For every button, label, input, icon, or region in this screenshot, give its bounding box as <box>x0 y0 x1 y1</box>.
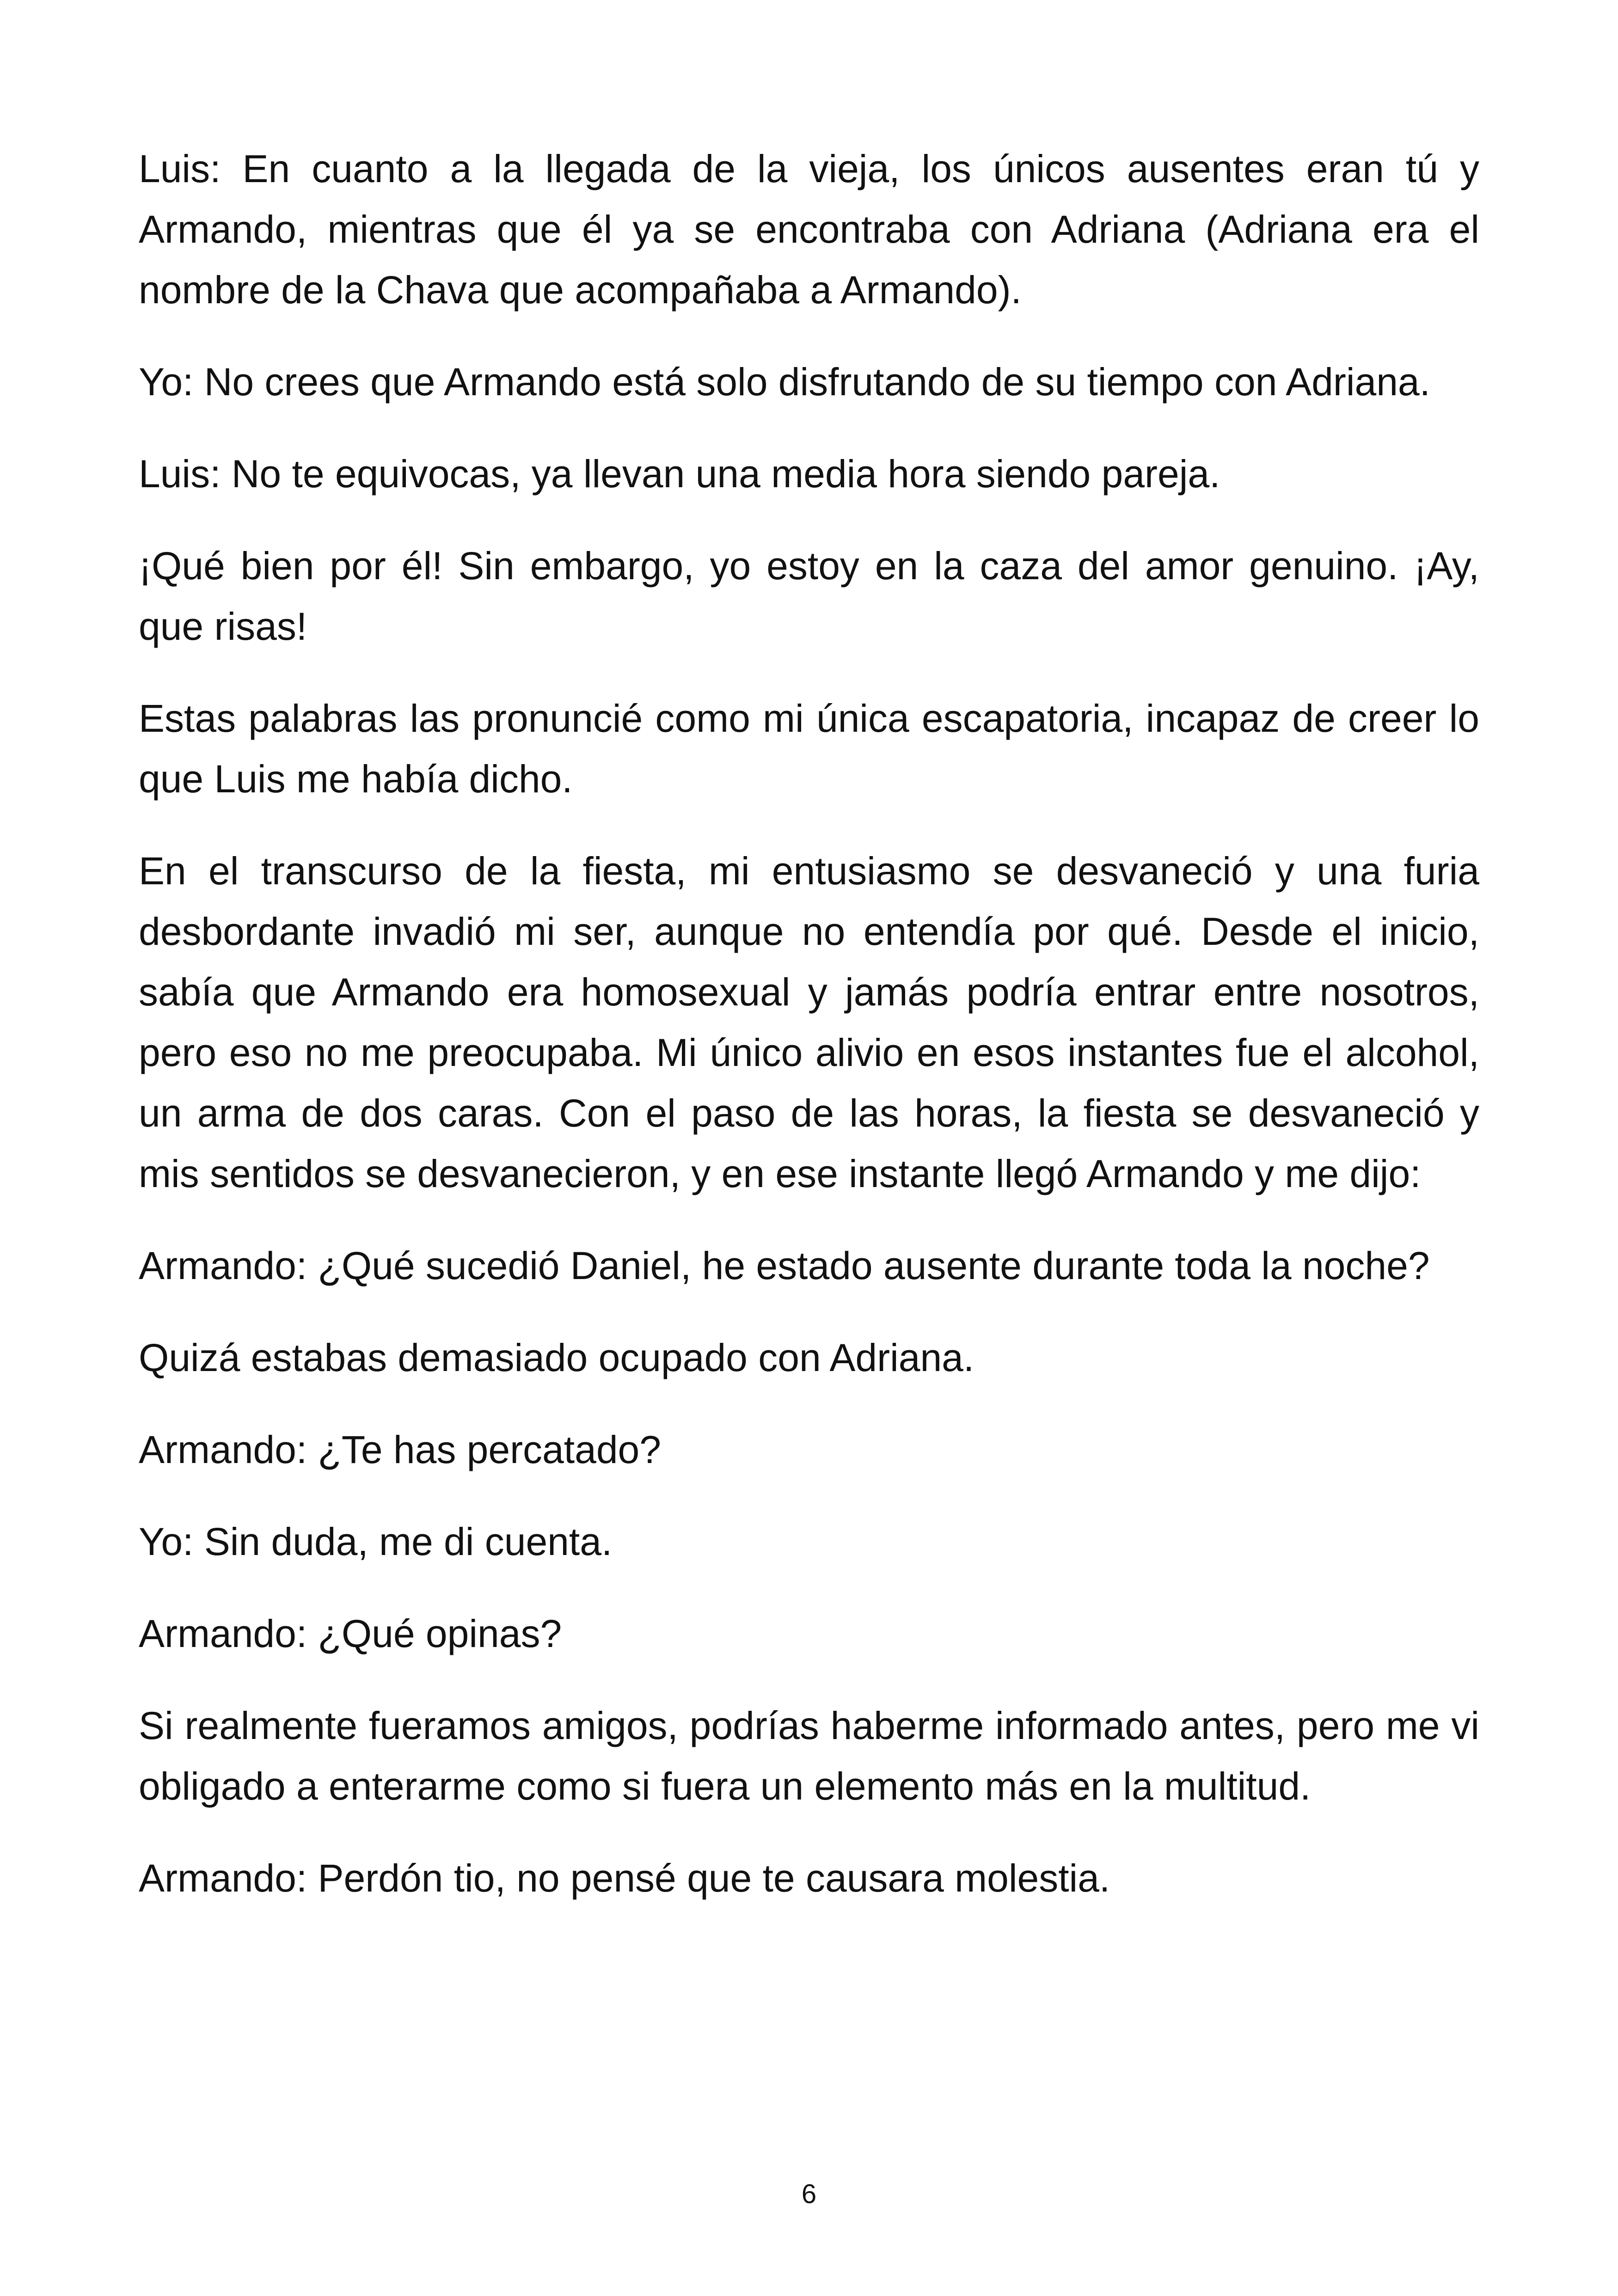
paragraph: Armando: ¿Te has percatado? <box>139 1428 661 1471</box>
paragraph: Yo: Sin duda, me di cuenta. <box>139 1520 613 1563</box>
paragraph: Yo: No crees que Armando está solo disfrutando de su tiempo con Adriana. <box>139 360 1430 404</box>
paragraph: Luis: No te equivocas, ya llevan una media hora siendo pareja. <box>139 452 1220 496</box>
paragraph: Quizá estabas demasiado ocupado con Adriana. <box>139 1336 974 1379</box>
paragraph: Luis: En cuanto a la llegada de la vieja, los únicos ausentes eran tú y Armando, mientras que él ya se encontraba con Adriana (Adriana era el nombre de la Chava que acompañaba a Armando). <box>139 147 1479 312</box>
paragraph: ¡Qué bien por él! Sin embargo, yo estoy en la caza del amor genuino. ¡Ay, que risas! <box>139 544 1479 648</box>
paragraph: Si realmente fueramos amigos, podrías haberme informado antes, pero me vi obligado a enterarme como si fuera un elemento más en la multitud. <box>139 1704 1479 1808</box>
paragraph: Armando: ¿Qué opinas? <box>139 1612 562 1655</box>
page-number: 6 <box>801 2179 817 2209</box>
paragraph: En el transcurso de la fiesta, mi entusiasmo se desvaneció y una furia desbordante invadió mi ser, aunque no entendía por qué. Desde el inicio, sabía que Armando era homosexual y jamás podría entrar entre nosotros, pero eso no me preocupaba. Mi único alivio en esos instantes fue el alcohol, un arma de dos caras. Con el paso de las horas, la fiesta se desvaneció y mis sentidos se desvanecieron, y en ese instante llegó Armando y me dijo: <box>139 849 1479 1195</box>
page-body <box>139 139 1479 1909</box>
paragraph: Armando: Perdón tio, no pensé que te causara molestia. <box>139 1856 1110 1900</box>
paragraph: Estas palabras las pronuncié como mi única escapatoria, incapaz de creer lo que Luis me había dicho. <box>139 697 1479 801</box>
paragraph: Armando: ¿Qué sucedió Daniel, he estado ausente durante toda la noche? <box>139 1244 1430 1287</box>
